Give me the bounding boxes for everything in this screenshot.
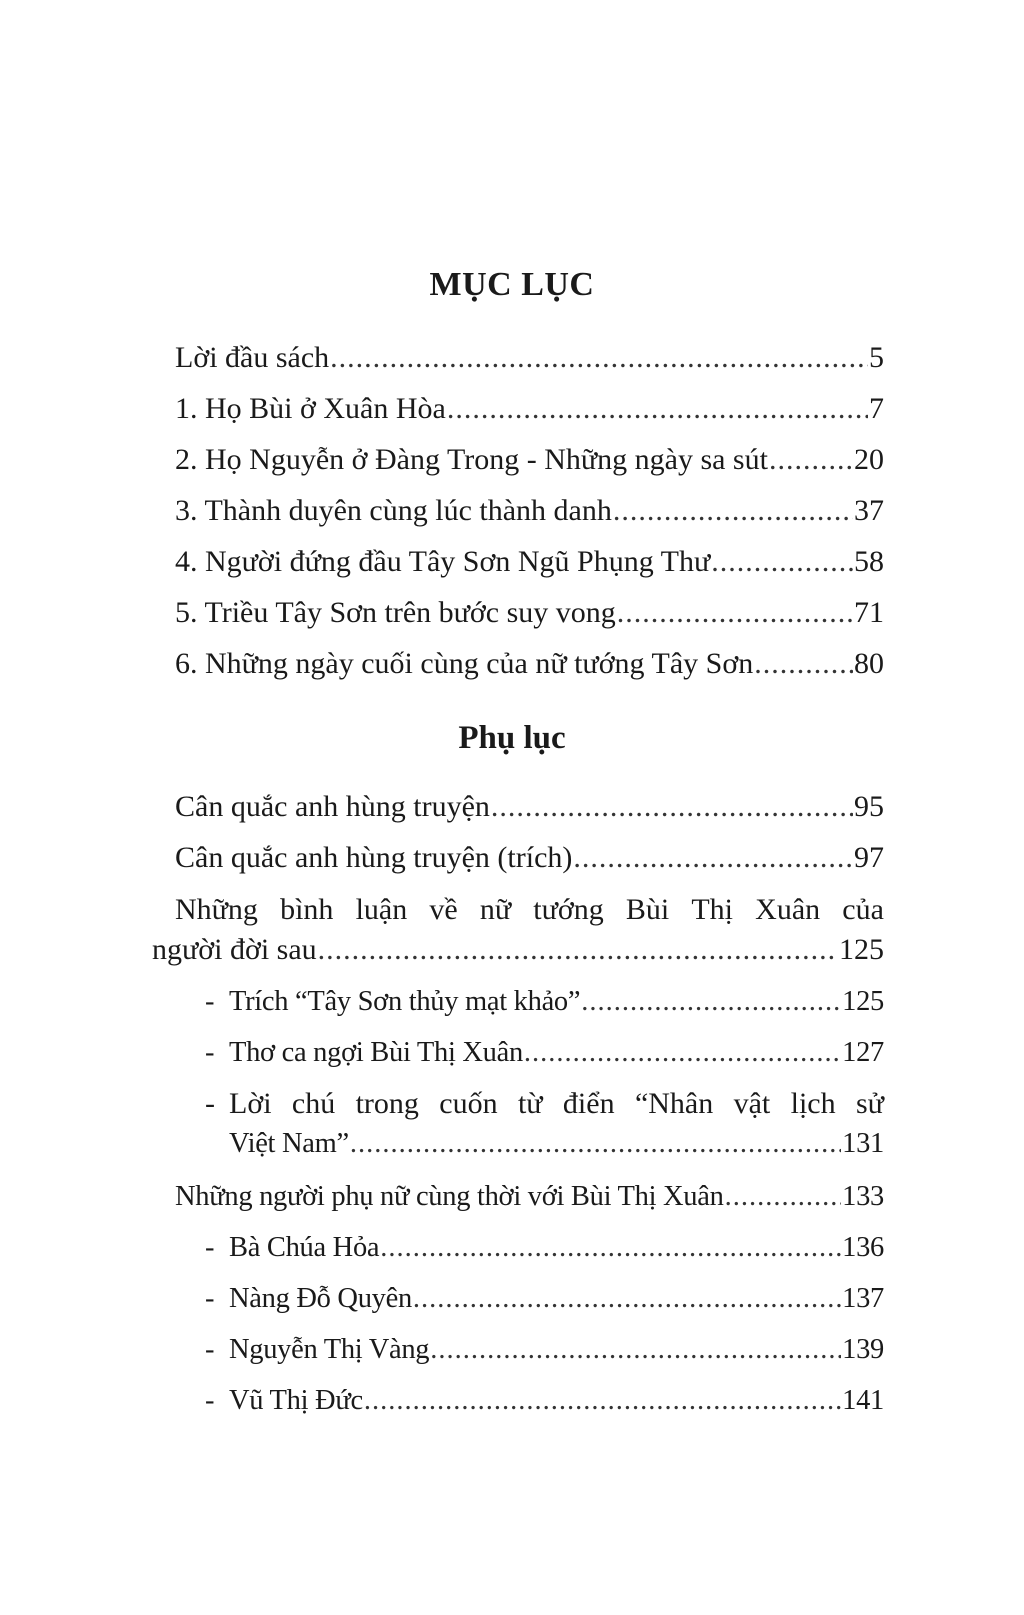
toc-entry-page: 95 <box>854 790 884 823</box>
word: Lời <box>229 1087 272 1120</box>
toc-entry-title: 2. Họ Nguyễn ở Đàng Trong - Những ngày sa sút <box>175 443 768 476</box>
toc-entry-title: Những người phụ nữ cùng thời với Bùi Thị Xuân <box>175 1181 724 1212</box>
word: từ <box>517 1087 543 1120</box>
bullet-dash: - <box>205 986 215 1017</box>
word: điển <box>562 1087 615 1120</box>
toc-subentry[interactable] <box>205 1381 884 1421</box>
toc-subentry-line1[interactable] <box>205 1084 884 1124</box>
leader-dots <box>754 644 853 684</box>
leader-dots <box>413 1279 841 1319</box>
toc-entry[interactable] <box>175 593 884 633</box>
toc-subentry[interactable] <box>205 1279 884 1319</box>
word: trong <box>355 1087 419 1120</box>
toc-entry-title: 5. Triều Tây Sơn trên bước suy vong <box>175 596 616 629</box>
word: sử <box>855 1087 884 1120</box>
toc-entry-title: Cân quắc anh hùng truyện <box>175 790 490 823</box>
word: vật <box>733 1087 771 1120</box>
toc-entry-page: 58 <box>854 545 884 578</box>
toc-entry-page: 125 <box>842 986 884 1017</box>
toc-entry-page: 71 <box>854 596 884 629</box>
toc-entry-page: 97 <box>854 841 884 874</box>
bullet-dash: - <box>205 1037 215 1068</box>
toc-entry-title: 1. Họ Bùi ở Xuân Hòa <box>175 392 446 425</box>
toc-entry-page: 5 <box>869 341 884 374</box>
toc-entry-page: 127 <box>842 1037 884 1068</box>
word: tướng <box>533 893 604 926</box>
toc-entry[interactable] <box>175 440 884 480</box>
leader-dots <box>330 338 868 378</box>
toc-entry-title: Trích “Tây Sơn thủy mạt khảo” <box>229 986 581 1017</box>
toc-entry-page: 125 <box>839 933 884 966</box>
toc-subentry[interactable] <box>205 1330 884 1370</box>
toc-entry-title: Nàng Đỗ Quyên <box>229 1283 412 1314</box>
word: cuốn <box>439 1087 498 1120</box>
leader-dots <box>711 542 853 582</box>
toc-entry-title: 3. Thành duyên cùng lúc thành danh <box>175 494 612 527</box>
toc-entry-page: 136 <box>842 1232 884 1263</box>
word: Những <box>175 893 258 926</box>
toc-entry[interactable] <box>175 338 884 378</box>
toc-entry-page: 20 <box>854 443 884 476</box>
word: về <box>429 893 458 926</box>
toc-entry-page: 133 <box>842 1181 884 1212</box>
toc-entry[interactable] <box>175 644 884 684</box>
leader-dots <box>573 838 853 878</box>
bullet-dash: - <box>205 1087 215 1120</box>
toc-entry-title: 4. Người đứng đầu Tây Sơn Ngũ Phụng Thư <box>175 545 711 578</box>
toc-entry-title: Cân quắc anh hùng truyện (trích) <box>175 841 573 874</box>
leader-dots <box>447 389 868 429</box>
toc-entry-title: 6. Những ngày cuối cùng của nữ tướng Tây Sơn <box>175 647 754 680</box>
bullet-dash: - <box>205 1232 215 1263</box>
leader-dots <box>350 1124 841 1164</box>
toc-entry-page: 131 <box>842 1128 884 1159</box>
toc-entry[interactable] <box>152 930 884 970</box>
bullet-dash: - <box>205 1385 215 1416</box>
word: của <box>842 893 884 926</box>
word: lịch <box>790 1087 836 1120</box>
toc-entry[interactable] <box>175 542 884 582</box>
toc-entry-page: 7 <box>869 392 884 425</box>
word: “Nhân <box>634 1087 714 1120</box>
toc-entry-page: 137 <box>842 1283 884 1314</box>
toc-entry-title: Lời đầu sách <box>175 341 330 374</box>
leader-dots <box>725 1177 842 1217</box>
leader-dots <box>491 787 853 827</box>
word: Xuân <box>755 893 821 926</box>
toc-subentry[interactable] <box>205 982 884 1022</box>
toc-entry-title: Bà Chúa Hỏa <box>229 1232 380 1263</box>
toc-entry-title: Nguyễn Thị Vàng <box>229 1334 430 1365</box>
leader-dots <box>364 1381 841 1421</box>
leader-dots <box>613 491 853 531</box>
toc-entry-page: 139 <box>842 1334 884 1365</box>
toc-entry[interactable] <box>175 838 884 878</box>
toc-entry-title: người đời sau <box>152 933 317 966</box>
appendix-title: Phụ lục <box>458 720 566 756</box>
toc-entry-line1[interactable] <box>175 890 884 930</box>
leader-dots <box>318 930 838 970</box>
toc-subentry[interactable] <box>205 1033 884 1073</box>
toc-entry[interactable] <box>175 1177 884 1217</box>
bullet-dash: - <box>205 1334 215 1365</box>
word: chú <box>291 1087 336 1120</box>
toc-entry[interactable] <box>175 787 884 827</box>
leader-dots <box>380 1228 841 1268</box>
toc-entry-title: Vũ Thị Đức <box>229 1385 363 1416</box>
toc-subentry[interactable] <box>205 1228 884 1268</box>
toc-entry-title: Thơ ca ngợi Bùi Thị Xuân <box>229 1037 523 1068</box>
toc-entry[interactable] <box>175 491 884 531</box>
leader-dots <box>769 440 853 480</box>
bullet-dash: - <box>205 1283 215 1314</box>
leader-dots <box>617 593 853 633</box>
leader-dots <box>524 1033 841 1073</box>
toc-entry-page: 37 <box>854 494 884 527</box>
leader-dots <box>581 982 841 1022</box>
word: nữ <box>479 893 512 926</box>
word: bình <box>280 893 334 926</box>
subentry-words <box>229 1084 884 1124</box>
word: Thị <box>691 893 734 926</box>
toc-entry-page: 141 <box>842 1385 884 1416</box>
toc-subentry[interactable] <box>229 1124 884 1164</box>
toc-entry-page: 80 <box>854 647 884 680</box>
leader-dots <box>430 1330 841 1370</box>
page-title: MỤC LỤC <box>429 266 595 303</box>
word: luận <box>355 893 408 926</box>
toc-entry-title: Việt Nam” <box>229 1128 349 1159</box>
word: Bùi <box>625 893 670 926</box>
toc-entry[interactable] <box>175 389 884 429</box>
